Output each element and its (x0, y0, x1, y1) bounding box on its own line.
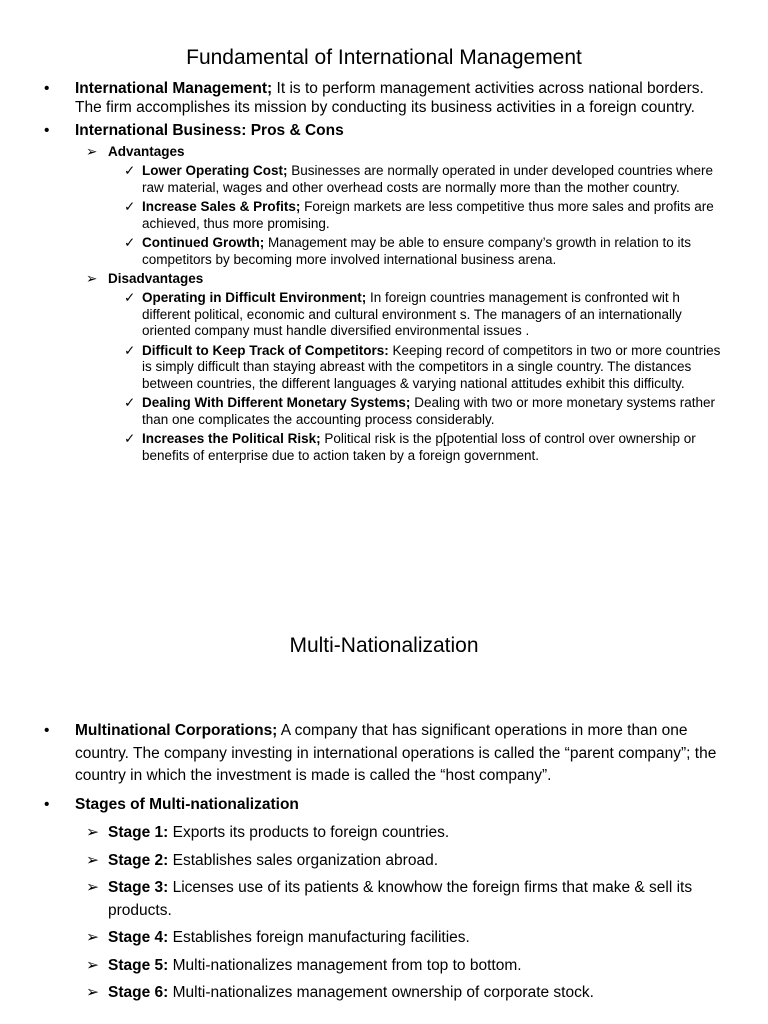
checkmark-icon: ✓ (124, 395, 136, 410)
term: Increases the Political Risk; (142, 431, 321, 446)
international-management-section (0, 79, 768, 467)
list-item (0, 982, 768, 1005)
list-item (0, 955, 768, 978)
term: Operating in Difficult Environment; (142, 290, 367, 305)
list-item (0, 927, 768, 950)
list-item (0, 271, 768, 287)
definition: In foreign countries management is confronted wit h different political, economic and cultural environment s. The managers of an internationally oriented company must handle diversified environmental issues . (142, 290, 682, 338)
arrow-bullet-icon: ➢ (86, 824, 99, 841)
list-item (0, 794, 768, 817)
stage-text: Exports its products to foreign countries. (168, 824, 450, 841)
list-item (0, 235, 768, 268)
section-title: Multi-Nationalization (289, 634, 479, 657)
list-item (0, 163, 768, 196)
bullet-icon: • (44, 795, 50, 813)
list-item (0, 199, 768, 232)
list-item (0, 144, 768, 160)
list-item (0, 79, 768, 117)
subheading: Disadvantages (108, 271, 204, 286)
checkmark-icon: ✓ (124, 431, 136, 446)
list-item (0, 822, 768, 845)
arrow-bullet-icon: ➢ (86, 929, 99, 946)
subheading: Stages of Multi-nationalization (75, 795, 299, 813)
bullet-icon: • (44, 722, 50, 739)
list-item (0, 850, 768, 873)
bullet-icon: • (44, 122, 50, 139)
arrow-bullet-icon: ➢ (86, 956, 99, 974)
term: Multinational Corporations; (75, 722, 278, 739)
list-item (0, 877, 768, 922)
stage-label: Stage 5: (108, 956, 169, 974)
subheading: Advantages (108, 144, 185, 159)
stage-text: Multi-nationalizes management ownership of corporate stock. (168, 984, 594, 1001)
definition: Dealing with two or more monetary systems rather than one complicates the accounting process considerably. (142, 395, 716, 427)
stage-label: Stage 1: (108, 824, 169, 841)
arrow-bullet-icon: ➢ (86, 851, 99, 869)
page-title: Fundamental of International Management (186, 46, 582, 69)
definition: Foreign markets are less competitive thus more sales and profits are achieved, thus more promising. (142, 199, 714, 231)
arrow-bullet-icon: ➢ (86, 271, 98, 286)
term: Difficult to Keep Track of Competitors: (142, 342, 389, 358)
stage-text: Licenses use of its patients & knowhow the foreign firms that make & sell its products. (108, 879, 693, 919)
definition: It is to perform management activities across national borders. The firm accomplishes its mission by conducting its business activities in a foreign country. (75, 80, 704, 116)
checkmark-icon: ✓ (124, 199, 136, 214)
checkmark-icon: ✓ (124, 235, 136, 250)
list-item (0, 431, 768, 464)
stage-text: Multi-nationalizes management from top to bottom. (168, 956, 522, 974)
checkmark-icon: ✓ (124, 163, 136, 178)
list-item (0, 121, 768, 140)
subheading: International Business: Pros & Cons (75, 122, 344, 139)
list-item (0, 395, 768, 428)
stage-label: Stage 4: (108, 929, 169, 946)
stage-text: Establishes foreign manufacturing facilities. (168, 929, 470, 946)
definition: Businesses are normally operated in under developed countries where raw material, wages and other overhead costs are normally more than the mother country. (142, 163, 714, 195)
list-item (0, 720, 768, 788)
arrow-bullet-icon: ➢ (86, 144, 98, 159)
checkmark-icon: ✓ (124, 342, 136, 358)
stage-text: Establishes sales organization abroad. (168, 851, 439, 869)
term: Increase Sales & Profits; (142, 199, 301, 214)
stage-label: Stage 2: (108, 851, 169, 869)
definition: Keeping record of competitors in two or more countries is simply difficult than staying abreast with the competitors in a single country. The distances between countries, the different languages & varying national attitudes exhibit this difficulty. (142, 342, 721, 391)
stage-label: Stage 3: (108, 879, 169, 896)
definition: Management may be able to ensure company’s growth in relation to its competitors by becoming more involved international business arena. (142, 235, 691, 267)
bullet-icon: • (44, 80, 50, 97)
term: Lower Operating Cost; (142, 163, 288, 178)
arrow-bullet-icon: ➢ (86, 984, 99, 1001)
definition: A company that has significant operations in more than one country. The company investing in international operations is called the “parent company”; the country in which the investment is made is called the “host company”. (75, 722, 717, 784)
definition: Political risk is the p[potential loss of control over ownership or benefits of enterprise due to action taken by a foreign government. (142, 431, 696, 463)
list-item (0, 343, 768, 393)
multi-nationalization-section (0, 720, 768, 1010)
stage-label: Stage 6: (108, 984, 169, 1001)
list-item (0, 290, 768, 340)
term: International Management; (75, 80, 273, 97)
checkmark-icon: ✓ (124, 290, 136, 305)
arrow-bullet-icon: ➢ (86, 879, 99, 896)
term: Dealing With Different Monetary Systems; (142, 395, 411, 410)
term: Continued Growth; (142, 235, 265, 250)
